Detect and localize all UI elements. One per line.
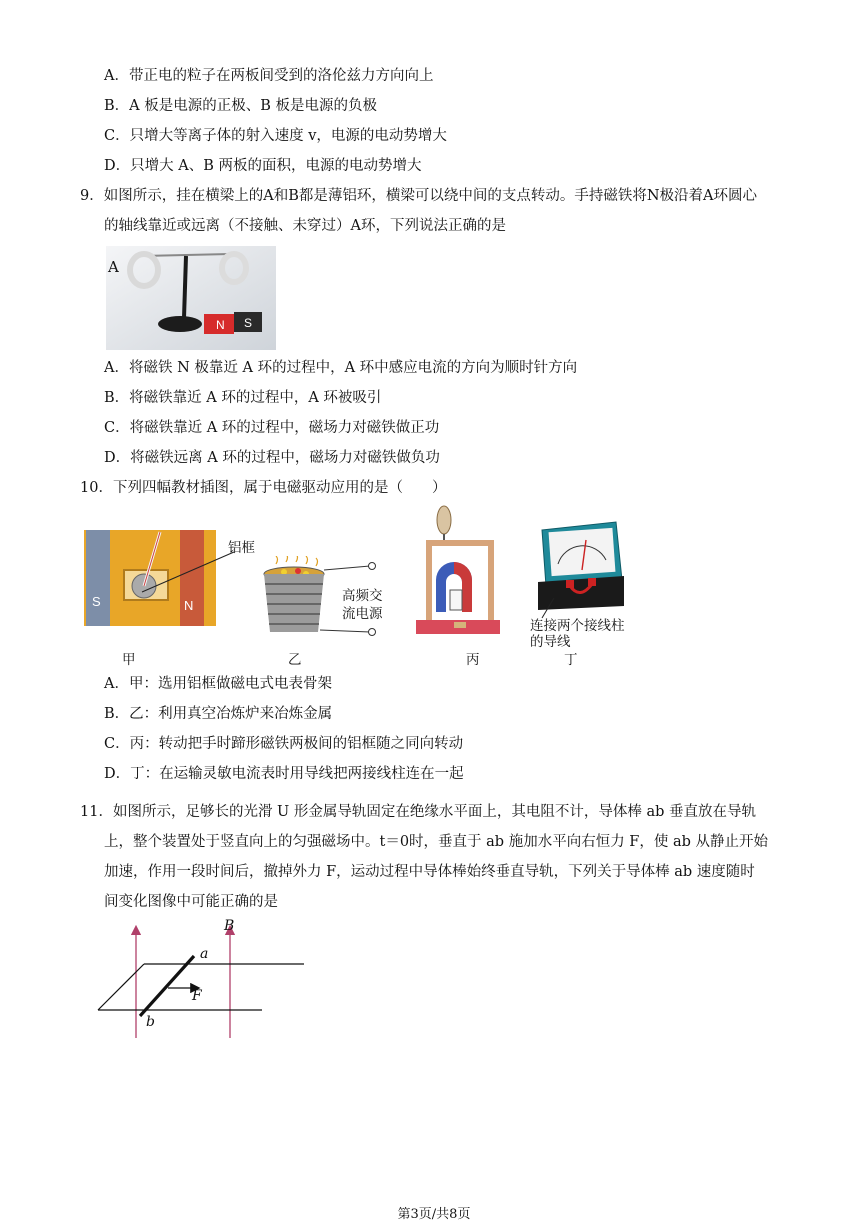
q10-caption-bing: 丙 <box>466 652 480 668</box>
q11-figure-rail <box>94 920 308 1044</box>
q10-label-power-2: 流电源 <box>342 606 383 622</box>
svg-text:S: S <box>92 594 101 609</box>
q10-stem: 10．下列四幅教材插图，属于电磁驱动应用的是（ ） <box>80 480 447 496</box>
page-number: 第3页/共8页 <box>397 1207 471 1222</box>
svg-text:N: N <box>216 318 225 332</box>
svg-text:S: S <box>244 316 253 330</box>
q8-option-d: D．只增大 A、B 两板的面积，电源的电动势增大 <box>104 158 422 174</box>
q10-label-wire-2: 的导线 <box>530 634 571 650</box>
q11-label-a: a <box>200 946 209 962</box>
q10-caption-yi: 乙 <box>288 652 302 668</box>
q10-figure-bing <box>414 504 500 644</box>
q10-label-wire-1: 连接两个接线柱 <box>530 618 625 634</box>
q9-option-b: B．将磁铁靠近 A 环的过程中，A 环被吸引 <box>104 390 382 406</box>
q11-stem-line2: 上，整个装置处于竖直向上的匀强磁场中。t＝0时，垂直于 ab 施加水平向右恒力 F，使 ab 从静止开始 <box>104 834 769 850</box>
q8-option-c: C．只增大等离子体的射入速度 v，电源的电动势增大 <box>104 128 447 144</box>
q9-option-a: A．将磁铁 N 极靠近 A 环的过程中，A 环中感应电流的方向为顺时针方向 <box>104 360 578 376</box>
q9-stem-line1: 9．如图所示，挂在横梁上的A和B都是薄铝环，横梁可以绕中间的支点转动。手持磁铁将N极沿着A环圆心 <box>80 188 758 204</box>
q11-label-force: F <box>192 988 202 1004</box>
q9-option-d: D．将磁铁远离 A 环的过程中，磁场力对磁铁做负功 <box>104 450 440 466</box>
q9-option-c: C．将磁铁靠近 A 环的过程中，磁场力对磁铁做正功 <box>104 420 440 436</box>
u-rail-diagram <box>94 920 308 1044</box>
horseshoe-magnet-rotation-illustration <box>414 504 500 644</box>
aluminum-ring-balance-illustration <box>106 246 276 350</box>
q10-option-b: B．乙：利用真空冶炼炉来冶炼金属 <box>104 706 333 722</box>
q11-label-b-field: B <box>224 918 235 934</box>
q10-caption-jia: 甲 <box>122 652 136 668</box>
q9-ring-a-label: A <box>108 258 119 276</box>
q10-option-c: C．丙：转动把手时蹄形磁铁两极间的铝框随之同向转动 <box>104 736 464 752</box>
q8-option-a: A．带正电的粒子在两板间受到的洛伦兹力方向向上 <box>104 68 434 84</box>
q10-caption-ding: 丁 <box>564 652 578 668</box>
q11-stem-line3: 加速，作用一段时间后，撤掉外力 F，运动过程中导体棒始终垂直导轨，下列关于导体棒 ab 速度随时 <box>104 864 755 880</box>
svg-text:N: N <box>184 598 194 613</box>
q9-figure-balance <box>106 246 276 350</box>
q9-stem-line2: 的轴线靠近或远离（不接触、未穿过）A环，下列说法正确的是 <box>104 218 506 234</box>
q11-label-b: b <box>146 1014 155 1030</box>
q11-stem-line1: 11．如图所示，足够长的光滑 U 形金属导轨固定在绝缘水平面上，其电阻不计，导体棒 ab 垂直放在导轨 <box>80 804 757 820</box>
q10-option-d: D．丁：在运输灵敏电流表时用导线把两接线柱连在一起 <box>104 766 464 782</box>
q10-jia-leader-line <box>140 548 240 598</box>
q10-option-a: A．甲：选用铝框做磁电式电表骨架 <box>104 676 332 692</box>
q10-label-power-1: 高频交 <box>342 588 383 604</box>
q8-option-b: B．A 板是电源的正极、B 板是电源的负极 <box>104 98 377 114</box>
bar-magnet <box>204 312 262 334</box>
q11-stem-line4: 间变化图像中可能正确的是 <box>104 894 278 910</box>
q10-label-aluminum-frame: 铝框 <box>228 540 255 556</box>
